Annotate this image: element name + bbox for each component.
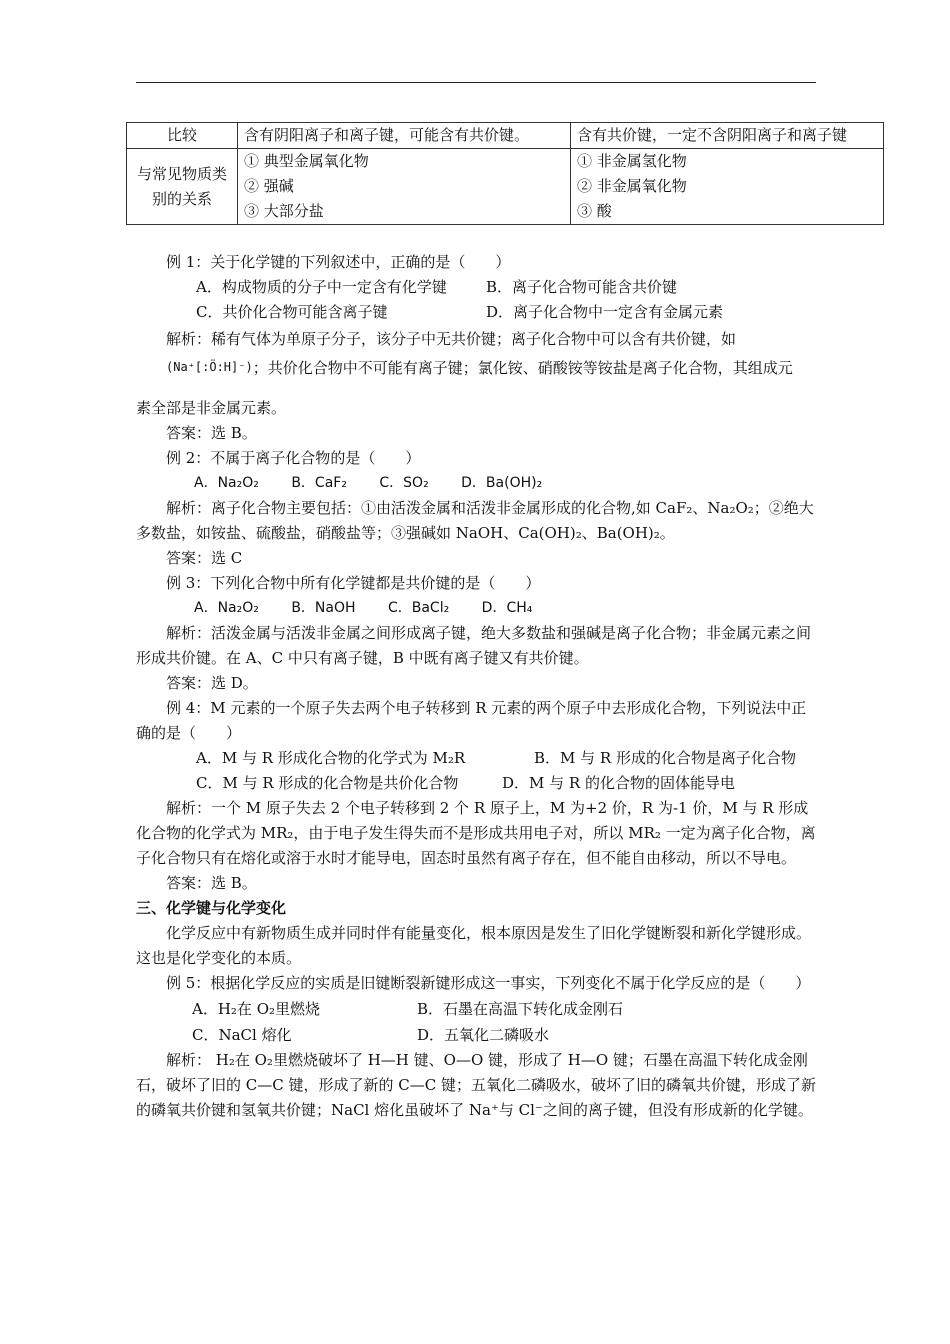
- example-3-analysis: 解析：活泼金属与活泼非金属之间形成离子键，绝大多数盐和强碱是离子化合物；非金属元素之间形成共价键。在 A、C 中只有离子键，B 中既有离子键又有共价键。: [136, 624, 812, 667]
- option-a: A．H₂在 O₂里燃烧: [192, 1000, 321, 1018]
- analysis-text: 解析：稀有气体为单原子分子，该分子中无共价键；离子化合物中可以含有共价键，如: [166, 330, 737, 348]
- example-5-question: 例 5：根据化学反应的实质是旧键断裂新键形成这一事实，下列变化不属于化学反应的是（ ）: [166, 974, 811, 992]
- option-b: B．M 与 R 形成的化合物是离子化合物: [534, 749, 796, 767]
- section-paragraph: 化学反应中有新物质生成并同时伴有能量变化，根本原因是发生了旧化学键断裂和新化学键形成。这也是化学变化的本质。: [136, 924, 812, 967]
- example-4-answer: 答案：选 B。: [166, 874, 257, 892]
- example-2-analysis: 解析：离子化合物主要包括：①由活泼金属和活泼非金属形成的化合物,如 CaF₂、Na₂O₂；②绝大多数盐，如铵盐、硫酸盐，硝酸盐等；③强碱如 NaOH、Ca(OH)₂、Ba(OH)₂。: [136, 499, 814, 542]
- example-2-options: A．Na₂O₂ B．CaF₂ C．SO₂ D．Ba(OH)₂: [194, 475, 543, 491]
- list-item: ② 强碱: [244, 177, 294, 195]
- option-b: B．石墨在高温下转化成金刚石: [417, 1000, 624, 1018]
- example-1-analysis: [136, 325, 816, 382]
- option-d: D．M 与 R 的化合物的固体能导电: [502, 774, 735, 792]
- example-1-options-ab: [136, 275, 816, 300]
- list-item: ③ 大部分盐: [244, 202, 324, 220]
- example-4-analysis: 解析：一个 M 原子失去 2 个电子转移到 2 个 R 原子上，M 为+2 价，R 为-1 价，M 与 R 形成化合物的化学式为 MR₂，由于电子发生得失而不是形成共用电子对，所以 MR₂ 一定为离子化合物，离子化合物只有在熔化或溶于水时才能导电，固态时虽然有离子存在，但不能自由移动，所以不导电。: [136, 799, 816, 867]
- example-2-question: 例 2：不属于离子化合物的是（ ）: [166, 449, 421, 467]
- example-1-options-cd: [136, 300, 816, 325]
- table-cell: 比较: [127, 123, 238, 149]
- list-item: ① 非金属氢化物: [577, 152, 687, 170]
- table-cell: [238, 149, 571, 225]
- example-1-question: 例 1：关于化学键的下列叙述中，正确的是（ ）: [166, 253, 511, 271]
- example-1-answer: 答案：选 B。: [166, 424, 257, 442]
- example-4-options-ab: [136, 746, 816, 771]
- table-row: [127, 149, 884, 225]
- list-item: ② 非金属氧化物: [577, 177, 687, 195]
- option-a: A．构成物质的分子中一定含有化学键: [196, 278, 447, 296]
- table-row: [127, 123, 884, 149]
- example-2-answer: 答案：选 C: [166, 549, 243, 567]
- option-d: D．五氧化二磷吸水: [417, 1026, 550, 1044]
- row-label: 与常见物质类别的关系: [136, 164, 227, 208]
- table-cell: 含有共价键，一定不含阴阳离子和离子键: [571, 123, 884, 149]
- table-cell: [571, 149, 884, 225]
- list-item: ③ 酸: [577, 202, 612, 220]
- example-1-analysis-end: 素全部是非金属元素。: [136, 399, 287, 417]
- example-3-options: A．Na₂O₂ B．NaOH C．BaCl₂ D．CH₄: [194, 600, 533, 616]
- option-c: C．M 与 R 形成的化合物是共价化合物: [196, 774, 459, 792]
- example-3-answer: 答案：选 D。: [166, 674, 258, 692]
- option-c: C．NaCl 熔化: [192, 1026, 292, 1044]
- main-content: [136, 250, 816, 1123]
- option-b: B．离子化合物可能含共价键: [486, 278, 678, 296]
- analysis-text: ；共价化合物中不可能有离子键；氯化铵、硝酸铵等铵盐是离子化合物，其组成元: [252, 359, 793, 377]
- option-d: D．离子化合物中一定含有金属元素: [486, 303, 724, 321]
- option-c: C．共价化合物可能含离子键: [196, 303, 388, 321]
- example-5-options-cd: [136, 1022, 816, 1048]
- example-4-options-cd: [136, 771, 816, 796]
- list-item: ① 典型金属氧化物: [244, 152, 369, 170]
- table-cell: 含有阴阳离子和离子键，可能含有共价键。: [238, 123, 571, 149]
- example-4-question: 例 4：M 元素的一个原子失去两个电子转移到 R 元素的两个原子中去形成化合物，下列说法中正确的是（ ）: [136, 699, 807, 742]
- option-a: A．M 与 R 形成化合物的化学式为 M₂R: [196, 749, 466, 767]
- table-cell: [127, 149, 238, 225]
- example-3-question: 例 3：下列化合物中所有化学键都是共价键的是（ ）: [166, 574, 541, 592]
- section-heading: 三、化学键与化学变化: [136, 899, 287, 917]
- header-rule: [136, 82, 816, 83]
- comparison-table: [126, 122, 884, 225]
- electron-formula: (Na⁺[:Ö:H]⁻): [166, 360, 253, 374]
- example-5-analysis: 解析： H₂在 O₂里燃烧破坏了 H—H 键、O—O 键，形成了 H—O 键；石墨在高温下转化成金刚石，破坏了旧的 C—C 键，形成了新的 C—C 键；五氧化二磷吸水，破坏了旧的磷氧共价键，形成了新的磷氧共价键和氢氧共价键；NaCl 熔化虽破坏了 Na⁺与 Cl⁻之间的离子键，但没有形成新的化学键。: [136, 1051, 816, 1119]
- example-5-options-ab: [136, 996, 816, 1022]
